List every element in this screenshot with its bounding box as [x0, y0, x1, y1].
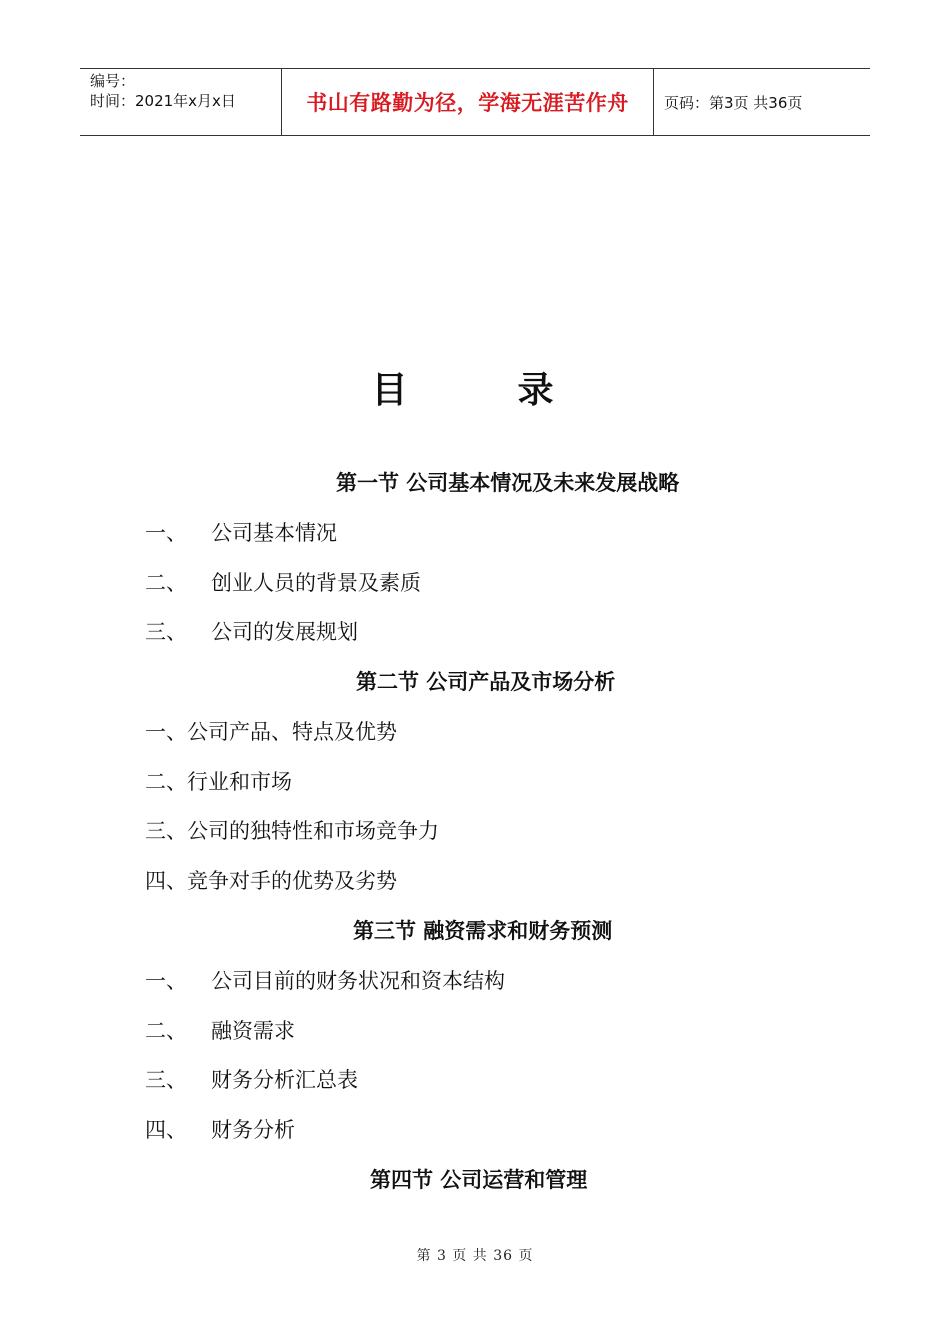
time-label: 时间：2021年x月x日 [90, 92, 236, 110]
section-heading-2 [0, 667, 950, 697]
toc-item-number: 三、 [145, 1068, 187, 1092]
section-heading-text: 第一节 公司基本情况及未来发展战略 [336, 471, 680, 495]
toc-item-number: 四、 [145, 1118, 187, 1142]
toc-item-number: 二、 [145, 571, 187, 595]
page-header [80, 68, 870, 136]
page-footer: 第 3 页 共 36 页 [416, 1248, 534, 1264]
toc-item-number: 一、 [145, 969, 187, 993]
toc-item-text: 财务分析 [211, 1118, 295, 1142]
header-motto-cell [282, 69, 654, 135]
toc-item-text: 一、公司产品、特点及优势 [145, 720, 397, 744]
toc-item-text: 财务分析汇总表 [211, 1068, 358, 1092]
toc-item-text: 公司目前的财务状况和资本结构 [211, 969, 505, 993]
page-title: 目录 [371, 370, 664, 411]
section-heading-1 [0, 468, 950, 498]
toc-item-text: 三、公司的独特性和市场竞争力 [145, 819, 439, 843]
header-meta-cell [80, 69, 282, 135]
section-heading-text: 第四节 公司运营和管理 [370, 1168, 588, 1192]
toc-item-text: 融资需求 [211, 1019, 295, 1043]
section-heading-text: 第二节 公司产品及市场分析 [356, 670, 616, 694]
toc-item-text: 二、行业和市场 [145, 770, 292, 794]
toc-item-text: 公司基本情况 [211, 521, 337, 545]
section-heading-text: 第三节 融资需求和财务预测 [353, 919, 613, 943]
toc-item-number: 二、 [145, 1019, 187, 1043]
page-info: 页码：第3页 共36页 [664, 93, 803, 112]
toc-item-number: 一、 [145, 521, 187, 545]
code-label: 编号： [90, 72, 136, 90]
section-heading-3 [0, 916, 950, 946]
toc-item-text: 创业人员的背景及素质 [211, 571, 421, 595]
toc-item-text: 四、竞争对手的优势及劣势 [145, 869, 397, 893]
motto-text: 书山有路勤为径，学海无涯苦作舟 [306, 91, 629, 115]
toc-item-number: 三、 [145, 620, 187, 644]
section-heading-4 [0, 1165, 950, 1195]
header-page-cell [654, 69, 870, 135]
toc-item-text: 公司的发展规划 [211, 620, 358, 644]
